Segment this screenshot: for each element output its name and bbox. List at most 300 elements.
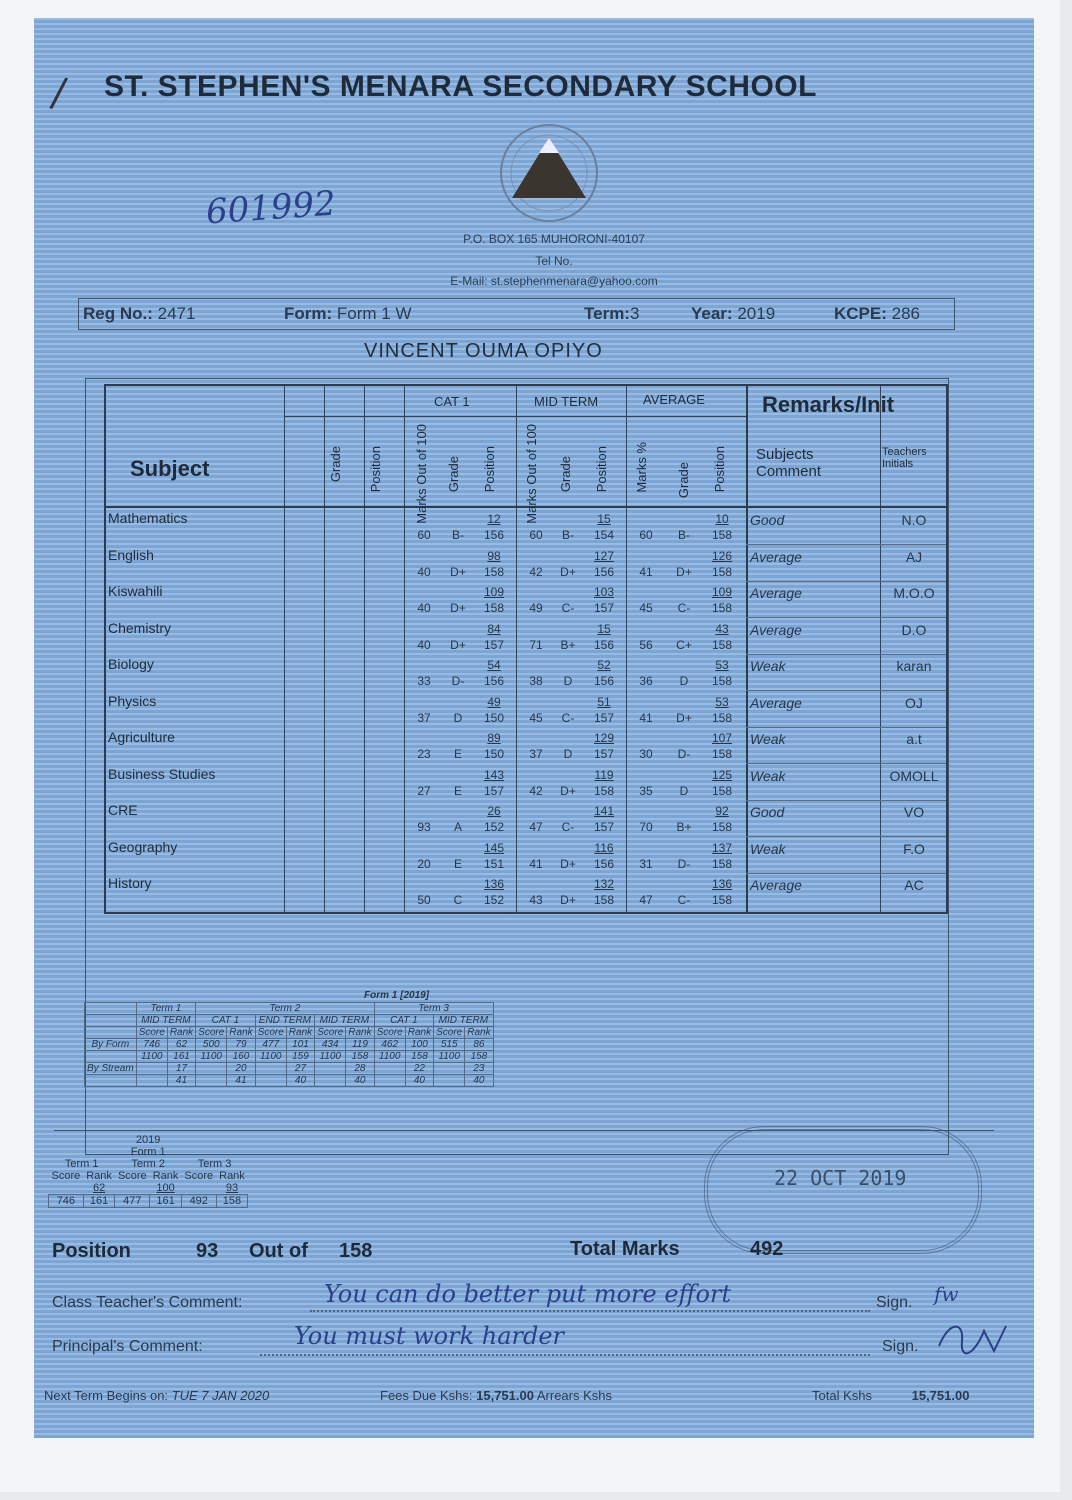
header-remarks: Remarks/Init bbox=[762, 392, 895, 417]
history-by-form-out-of: 1100 bbox=[255, 1051, 286, 1063]
col-avg-grade: Grade bbox=[676, 462, 691, 499]
summary-value: 161 bbox=[150, 1195, 182, 1208]
history-by-stream-value bbox=[315, 1063, 346, 1075]
history-by-stream-value: 28 bbox=[346, 1063, 374, 1075]
summary-term: Term 3 bbox=[197, 1158, 232, 1170]
subject-comment: Weak bbox=[750, 767, 786, 784]
average-grade: D bbox=[679, 783, 689, 798]
sign-label-1: Sign. bbox=[876, 1294, 913, 1311]
average-position: 53 bbox=[715, 658, 729, 672]
row-divider bbox=[746, 617, 946, 618]
header-mid-term: MID TERM bbox=[534, 394, 599, 409]
cat1-out-of: 152 bbox=[483, 893, 505, 907]
cat1-out-of: 158 bbox=[483, 601, 505, 615]
history-by-form-value: 434 bbox=[315, 1039, 346, 1051]
cat1-out-of: 157 bbox=[483, 637, 505, 652]
mid-term-grade: B+ bbox=[560, 637, 576, 652]
cat1-grade: D+ bbox=[450, 601, 466, 615]
history-by-form-out-of: 1100 bbox=[374, 1051, 405, 1063]
average-out-of: 158 bbox=[711, 820, 733, 834]
subject-comment: Average bbox=[750, 877, 802, 893]
history-corner bbox=[85, 1075, 137, 1087]
average-position: 53 bbox=[715, 694, 729, 709]
average-grade: B- bbox=[678, 528, 690, 542]
subject-comment: Weak bbox=[750, 840, 786, 857]
cat1-marks: 93 bbox=[417, 820, 431, 834]
summary-rank bbox=[181, 1182, 216, 1195]
average-marks: 70 bbox=[639, 820, 653, 834]
cat1-grade: D- bbox=[451, 674, 465, 688]
mid-term-position: 52 bbox=[597, 658, 611, 672]
average-grade: D+ bbox=[676, 710, 692, 725]
teacher-initials: karan bbox=[896, 658, 932, 674]
average-position: 107 bbox=[711, 731, 733, 745]
history-by-form-out-of: 1100 bbox=[434, 1051, 465, 1063]
history-by-form-out-of: 161 bbox=[167, 1051, 195, 1063]
history-by-form-value: 500 bbox=[196, 1039, 227, 1051]
mid-term-out-of: 156 bbox=[593, 856, 615, 871]
handwritten-tick: / bbox=[48, 69, 70, 117]
mid-term-marks: 45 bbox=[529, 710, 543, 725]
subject-name: Kiswahili bbox=[108, 583, 163, 599]
mid-term-grade: D bbox=[563, 674, 573, 688]
cat1-grade: D bbox=[453, 710, 463, 725]
summary-sub-head: Score bbox=[117, 1170, 147, 1182]
col-mid-grade: Grade bbox=[558, 456, 573, 493]
row-divider bbox=[746, 800, 946, 801]
history-exam: MID TERM bbox=[315, 1015, 374, 1027]
summary-form: Form 1 bbox=[130, 1146, 166, 1158]
mid-term-out-of: 156 bbox=[593, 637, 615, 652]
history-score-head: Score bbox=[434, 1027, 465, 1039]
average-marks: 36 bbox=[639, 674, 653, 688]
mid-term-marks: 37 bbox=[529, 747, 543, 761]
history-by-stream-value: 17 bbox=[167, 1063, 195, 1075]
cat1-position: 49 bbox=[487, 694, 501, 709]
mid-term-marks: 41 bbox=[529, 856, 543, 871]
col-position: Position bbox=[368, 446, 383, 493]
mid-term-out-of: 158 bbox=[593, 783, 615, 798]
header-subject: Subject bbox=[130, 456, 210, 481]
cat1-grade: C bbox=[453, 893, 463, 907]
mid-term-grade: D+ bbox=[560, 783, 576, 798]
header-cat1: CAT 1 bbox=[434, 394, 470, 409]
history-rank-head: Rank bbox=[465, 1027, 493, 1039]
subject-name: History bbox=[108, 875, 152, 891]
cat1-grade: E bbox=[453, 856, 462, 871]
average-out-of: 158 bbox=[711, 747, 733, 761]
average-out-of: 158 bbox=[711, 564, 733, 579]
cat1-marks: 23 bbox=[417, 747, 431, 761]
cat1-position: 84 bbox=[487, 621, 501, 636]
teacher-initials: D.O bbox=[901, 621, 927, 638]
history-by-form-out-of: 160 bbox=[227, 1051, 255, 1063]
average-out-of: 158 bbox=[711, 528, 733, 542]
summary-value: 746 bbox=[49, 1195, 84, 1208]
fees-due-label: Fees Due Kshs: 15,751.00 Arrears Kshs bbox=[380, 1388, 613, 1403]
cat1-grade: B- bbox=[452, 528, 464, 542]
history-by-stream-value: 22 bbox=[405, 1063, 433, 1075]
school-telephone: Tel No. bbox=[535, 254, 573, 268]
history-exam: MID TERM bbox=[136, 1015, 195, 1027]
col-grade: Grade bbox=[328, 446, 343, 483]
mid-term-grade: C- bbox=[561, 820, 575, 834]
mid-term-marks: 42 bbox=[529, 783, 543, 798]
row-divider bbox=[746, 544, 946, 545]
principal-comment-label: Principal's Comment: bbox=[52, 1338, 203, 1355]
position-label: Position bbox=[52, 1240, 131, 1262]
subject-name: CRE bbox=[108, 802, 138, 818]
school-crest-icon bbox=[494, 118, 604, 228]
subject-name: Agriculture bbox=[108, 729, 175, 745]
teacher-initials: OJ bbox=[905, 694, 923, 711]
school-address: P.O. BOX 165 MUHORONI-40107 bbox=[463, 232, 645, 246]
mid-term-position: 132 bbox=[593, 877, 615, 891]
office-stamp bbox=[704, 1126, 982, 1254]
history-by-form-out-of: 158 bbox=[405, 1051, 433, 1063]
average-position: 136 bbox=[711, 877, 733, 891]
history-by-stream-out-of bbox=[315, 1075, 346, 1087]
subject-comment: Average bbox=[750, 548, 802, 565]
subject-comment: Good bbox=[750, 804, 785, 820]
history-by-stream-out-of: 41 bbox=[167, 1075, 195, 1087]
school-email: E-Mail: st.stephenmenara@yahoo.com bbox=[450, 274, 658, 288]
cat1-marks: 27 bbox=[417, 783, 431, 798]
cat1-out-of: 152 bbox=[483, 820, 505, 834]
history-by-form-value: 101 bbox=[286, 1039, 314, 1051]
history-exam: END TERM bbox=[255, 1015, 314, 1027]
history-rank-head: Rank bbox=[286, 1027, 314, 1039]
mid-term-position: 129 bbox=[593, 731, 615, 745]
average-grade: B+ bbox=[676, 820, 692, 834]
cat1-out-of: 150 bbox=[483, 710, 505, 725]
principal-comment: You must work harder bbox=[294, 1322, 565, 1350]
row-divider bbox=[746, 581, 946, 582]
reg-no: Reg No.: 2471 bbox=[83, 304, 196, 323]
history-by-stream-value: 20 bbox=[227, 1063, 255, 1075]
history-exam: MID TERM bbox=[434, 1015, 493, 1027]
average-marks: 30 bbox=[639, 747, 653, 761]
mid-term-marks: 47 bbox=[529, 820, 543, 834]
cat1-position: 54 bbox=[487, 658, 501, 672]
principal-signature-icon bbox=[934, 1316, 1014, 1360]
average-position: 109 bbox=[711, 585, 733, 599]
mid-term-marks: 38 bbox=[529, 674, 543, 688]
history-rank-head: Rank bbox=[227, 1027, 255, 1039]
history-by-form-value: 62 bbox=[167, 1039, 195, 1051]
subject-comment: Weak bbox=[750, 658, 786, 674]
history-by-stream-out-of: 40 bbox=[346, 1075, 374, 1087]
teacher-initials: N.O bbox=[901, 512, 927, 528]
teacher-initials: VO bbox=[903, 804, 925, 820]
teacher-initials: F.O bbox=[903, 840, 925, 857]
history-by-stream-value bbox=[196, 1063, 227, 1075]
history-by-form-out-of: 158 bbox=[465, 1051, 493, 1063]
term: Term:3 bbox=[584, 304, 640, 323]
average-position: 43 bbox=[715, 621, 729, 636]
stamp-date: 22 OCT 2019 bbox=[774, 1166, 907, 1190]
cat1-marks: 33 bbox=[417, 674, 431, 688]
cat1-grade: E bbox=[453, 783, 462, 798]
history-by-stream-out-of: 41 bbox=[227, 1075, 255, 1087]
mid-term-grade: D+ bbox=[560, 856, 576, 871]
history-by-stream-out-of bbox=[374, 1075, 405, 1087]
mid-term-position: 103 bbox=[593, 585, 615, 599]
history-term: Term 3 bbox=[374, 1003, 493, 1015]
cat1-out-of: 150 bbox=[483, 747, 505, 761]
average-grade: D bbox=[679, 674, 689, 688]
summary-value: 477 bbox=[115, 1195, 150, 1208]
summary-sub-head: Score bbox=[184, 1170, 214, 1182]
col-cat1-grade: Grade bbox=[446, 456, 461, 493]
average-marks: 47 bbox=[639, 893, 653, 907]
history-by-stream-out-of: 40 bbox=[465, 1075, 493, 1087]
total-marks-label: Total Marks bbox=[570, 1238, 680, 1260]
report-card bbox=[34, 18, 1034, 1438]
average-marks: 56 bbox=[639, 637, 653, 652]
mid-term-out-of: 157 bbox=[593, 601, 615, 615]
subject-comment: Weak bbox=[750, 731, 786, 747]
kcpe: KCPE: 286 bbox=[834, 304, 921, 323]
average-out-of: 158 bbox=[711, 637, 733, 652]
average-marks: 41 bbox=[639, 564, 653, 579]
history-by-form-label: By Form bbox=[85, 1039, 137, 1051]
history-term: Term 1 bbox=[136, 1003, 195, 1015]
subject-comment: Average bbox=[750, 585, 802, 601]
average-grade: C- bbox=[677, 893, 691, 907]
teacher-initials: M.O.O bbox=[893, 585, 935, 601]
col-mid-position: Position bbox=[594, 446, 609, 493]
history-by-stream-value bbox=[255, 1063, 286, 1075]
history-score-head: Score bbox=[136, 1027, 167, 1039]
history-by-form-value: 477 bbox=[255, 1039, 286, 1051]
school-name: ST. STEPHEN'S MENARA SECONDARY SCHOOL bbox=[104, 70, 817, 103]
mid-term-position: 15 bbox=[597, 621, 611, 636]
position-value: 93 bbox=[196, 1240, 219, 1262]
principal-comment-line bbox=[260, 1354, 870, 1356]
col-cat1-marks: Marks Out of 100 bbox=[414, 424, 429, 524]
subject-name: Mathematics bbox=[108, 510, 188, 526]
summary-year: 2019 bbox=[135, 1134, 161, 1146]
mid-term-grade: C- bbox=[561, 601, 575, 615]
subject-comment: Average bbox=[750, 694, 802, 711]
average-out-of: 158 bbox=[711, 710, 733, 725]
average-out-of: 158 bbox=[711, 893, 733, 907]
average-grade: D- bbox=[677, 747, 691, 761]
mid-term-out-of: 154 bbox=[593, 528, 615, 542]
history-rank-head: Rank bbox=[405, 1027, 433, 1039]
cat1-grade: D+ bbox=[450, 564, 466, 579]
history-by-stream-out-of: 40 bbox=[405, 1075, 433, 1087]
mid-term-out-of: 156 bbox=[593, 674, 615, 688]
history-by-stream-value bbox=[434, 1063, 465, 1075]
average-out-of: 158 bbox=[711, 674, 733, 688]
row-divider bbox=[746, 654, 946, 655]
mid-term-grade: D bbox=[563, 747, 573, 761]
history-rank-head: Rank bbox=[346, 1027, 374, 1039]
subject-comment: Average bbox=[750, 621, 802, 638]
history-by-form-value: 746 bbox=[136, 1039, 167, 1051]
average-marks: 45 bbox=[639, 601, 653, 615]
teacher-initials: AJ bbox=[905, 548, 923, 565]
history-by-form-out-of: 1100 bbox=[136, 1051, 167, 1063]
mid-term-out-of: 157 bbox=[593, 820, 615, 834]
mid-term-out-of: 157 bbox=[593, 747, 615, 761]
history-by-form-value: 515 bbox=[434, 1039, 465, 1051]
header-average: AVERAGE bbox=[643, 392, 705, 407]
average-out-of: 158 bbox=[711, 601, 733, 615]
year: Year: 2019 bbox=[691, 304, 776, 323]
cat1-position: 109 bbox=[483, 585, 505, 599]
summary-rank: 93 bbox=[225, 1182, 239, 1194]
cat1-position: 136 bbox=[483, 877, 505, 891]
cat1-out-of: 151 bbox=[483, 856, 505, 871]
row-divider bbox=[746, 690, 946, 691]
cat1-grade: D+ bbox=[450, 637, 466, 652]
history-by-form-value: 119 bbox=[346, 1039, 374, 1051]
results-grid bbox=[104, 384, 948, 914]
mid-term-position: 119 bbox=[594, 767, 614, 782]
header-teachers-initials: Teachers Initials bbox=[882, 446, 927, 470]
average-position: 92 bbox=[715, 804, 729, 818]
subject-name: English bbox=[108, 546, 154, 563]
mid-term-marks: 42 bbox=[529, 564, 543, 579]
mid-term-position: 127 bbox=[593, 548, 615, 563]
history-by-stream-label: By Stream bbox=[85, 1063, 137, 1075]
row-divider bbox=[746, 763, 946, 764]
average-marks: 41 bbox=[639, 710, 653, 725]
average-grade: C+ bbox=[676, 637, 692, 652]
row-divider bbox=[746, 727, 946, 728]
summary-value: 158 bbox=[216, 1195, 248, 1208]
row-divider bbox=[746, 836, 946, 837]
cat1-grade: E bbox=[453, 747, 462, 761]
class-teacher-comment-label: Class Teacher's Comment: bbox=[52, 1294, 243, 1311]
summary-rank: 62 bbox=[92, 1182, 106, 1194]
summary-sub-head: Rank bbox=[152, 1170, 179, 1182]
history-by-stream-value bbox=[374, 1063, 405, 1075]
cat1-marks: 60 bbox=[417, 528, 431, 542]
average-position: 125 bbox=[711, 767, 733, 782]
history-by-form-out-of: 1100 bbox=[196, 1051, 227, 1063]
next-term-label: Next Term Begins on: TUE 7 JAN 2020 bbox=[44, 1388, 270, 1403]
teacher-initials: a.t bbox=[906, 731, 922, 747]
history-by-form-value: 462 bbox=[374, 1039, 405, 1051]
history-term: Term 2 bbox=[196, 1003, 374, 1015]
history-by-form-value: 100 bbox=[405, 1039, 433, 1051]
cat1-position: 145 bbox=[483, 840, 505, 855]
history-score-head: Score bbox=[315, 1027, 346, 1039]
row-divider bbox=[746, 873, 946, 874]
out-of-value: 158 bbox=[339, 1240, 373, 1262]
summary-term: Term 1 bbox=[64, 1158, 99, 1170]
average-position: 137 bbox=[711, 840, 733, 855]
mid-term-grade: D+ bbox=[560, 893, 576, 907]
subject-comment: Good bbox=[750, 512, 785, 528]
history-by-stream-value: 27 bbox=[286, 1063, 314, 1075]
summary-sub-head: Rank bbox=[86, 1170, 112, 1182]
average-grade: C- bbox=[677, 601, 691, 615]
cat1-marks: 40 bbox=[417, 601, 431, 615]
subject-name: Physics bbox=[108, 692, 157, 709]
history-score-head: Score bbox=[374, 1027, 405, 1039]
history-corner bbox=[85, 1003, 137, 1015]
cat1-out-of: 156 bbox=[483, 674, 505, 688]
mid-term-marks: 49 bbox=[529, 601, 543, 615]
history-corner bbox=[85, 1051, 137, 1063]
history-by-stream-out-of bbox=[434, 1075, 465, 1087]
summary-sub-head: Score bbox=[51, 1170, 81, 1182]
summary-term: Term 2 bbox=[131, 1158, 165, 1170]
history-by-stream-out-of bbox=[196, 1075, 227, 1087]
summary-value: 492 bbox=[181, 1195, 216, 1208]
mid-term-out-of: 156 bbox=[593, 564, 615, 579]
class-teacher-comment-line bbox=[310, 1310, 870, 1312]
history-by-form-out-of: 158 bbox=[346, 1051, 374, 1063]
mid-term-out-of: 157 bbox=[593, 710, 615, 725]
teacher-initials: AC bbox=[904, 877, 924, 893]
history-by-stream-value: 23 bbox=[465, 1063, 493, 1075]
teacher-initials: OMOLL bbox=[889, 767, 939, 784]
mid-term-position: 116 bbox=[594, 840, 614, 855]
cat1-marks: 40 bbox=[417, 564, 431, 579]
cat1-marks: 50 bbox=[417, 893, 431, 907]
history-by-form-value: 86 bbox=[465, 1039, 493, 1051]
total-marks-value: 492 bbox=[750, 1238, 784, 1260]
subject-name: Business Studies bbox=[108, 765, 216, 782]
average-grade: D- bbox=[677, 856, 691, 871]
col-mid-marks: Marks Out of 100 bbox=[524, 424, 539, 524]
summary-sub-head: Rank bbox=[219, 1170, 245, 1182]
out-of-label: Out of bbox=[249, 1240, 308, 1262]
summary-rank bbox=[49, 1182, 84, 1195]
subject-name: Geography bbox=[108, 838, 178, 855]
history-by-form-out-of: 1100 bbox=[315, 1051, 346, 1063]
cat1-out-of: 158 bbox=[483, 564, 505, 579]
cat1-marks: 37 bbox=[417, 710, 431, 725]
history-exam: CAT 1 bbox=[374, 1015, 433, 1027]
mid-term-marks: 71 bbox=[529, 637, 543, 652]
mid-term-grade: B- bbox=[562, 528, 574, 542]
mid-term-marks: 60 bbox=[529, 528, 543, 542]
cat1-position: 89 bbox=[487, 731, 501, 745]
student-info-bar bbox=[78, 298, 955, 330]
history-rank-head: Rank bbox=[167, 1027, 195, 1039]
average-out-of: 158 bbox=[711, 856, 733, 871]
col-avg-position: Position bbox=[712, 446, 727, 493]
mid-term-out-of: 158 bbox=[593, 893, 615, 907]
average-marks: 35 bbox=[639, 783, 653, 798]
year-summary-table bbox=[48, 1134, 248, 1208]
mid-term-grade: C- bbox=[561, 710, 575, 725]
cat1-marks: 20 bbox=[417, 856, 431, 871]
handwritten-index-number: 601992 bbox=[204, 183, 338, 233]
cat1-grade: A bbox=[453, 820, 462, 834]
average-grade: D+ bbox=[676, 564, 692, 579]
history-by-stream-out-of: 40 bbox=[286, 1075, 314, 1087]
history-by-stream-out-of bbox=[255, 1075, 286, 1087]
form: Form: Form 1 W bbox=[284, 304, 412, 323]
average-out-of: 158 bbox=[711, 783, 733, 798]
subject-name: Chemistry bbox=[108, 619, 172, 636]
student-name: VINCENT OUMA OPIYO bbox=[364, 340, 603, 362]
summary-rank: 100 bbox=[156, 1182, 175, 1194]
summary-value: 161 bbox=[83, 1195, 115, 1208]
col-avg-marks: Marks % bbox=[634, 442, 649, 493]
average-marks: 60 bbox=[639, 528, 653, 542]
mid-term-marks: 43 bbox=[529, 893, 543, 907]
cat1-position: 12 bbox=[487, 512, 501, 526]
